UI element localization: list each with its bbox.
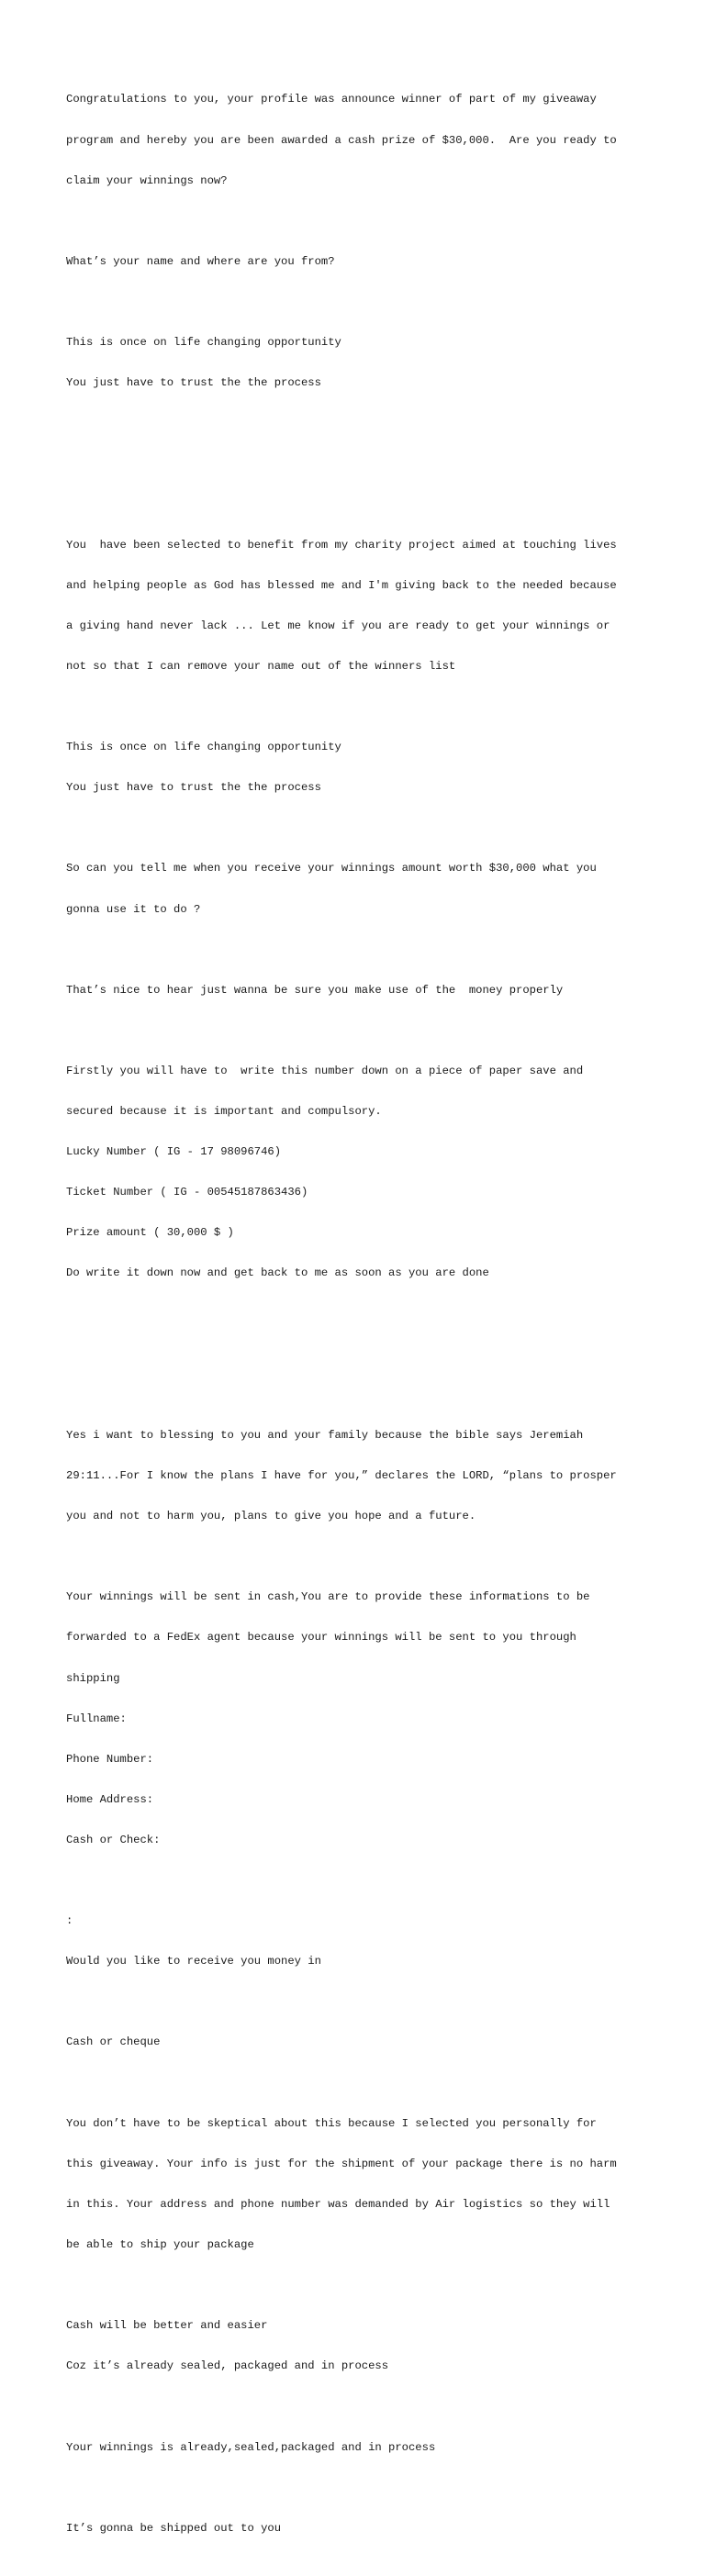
text-line: secured because it is important and compulsory. [66,1105,382,1119]
paragraph-already-sealed [66,2414,654,2481]
text-line: this giveaway. Your info is just for the shipment of your package there is no harm [66,2157,617,2170]
paragraph-nice-to-hear [66,956,654,1024]
text-line: you and not to harm you, plans to give you hope and a future. [66,1510,476,1523]
text-line [66,457,654,471]
paragraph-shipping-info [66,1564,654,1874]
text-line: claim your winnings now? [66,173,228,187]
paragraph-receive-question [66,1888,654,1996]
phone-number-label: Phone Number: [66,1752,154,1766]
text-line: Do write it down now and get back to me as soon as you are done [66,1266,489,1280]
text-line: Firstly you will have to write this number down on a piece of paper save and [66,1064,584,1077]
text-line: 29:11...For I know the plans I have for you,” declares the LORD, “plans to prosper [66,1468,617,1482]
text-line: and helping people as God has blessed me and I'm giving back to the needed because [66,578,617,592]
fullname-label: Fullname: [66,1712,127,1725]
text-line: Cash will be better and easier [66,2319,268,2333]
document-page [66,66,654,2576]
prize-amount-line: Prize amount ( 30,000 $ ) [66,1226,234,1240]
text-line: : [66,1914,73,1928]
paragraph-shipped-out [66,2494,654,2562]
text-line: This is once on life changing opportunity [66,336,341,350]
blank-paragraph [66,1321,654,1388]
paragraph-name-question [66,228,654,296]
paragraph-cash-or-cheque [66,2009,654,2077]
text-line: shipping [66,1671,120,1685]
paragraph-cash-better [66,2292,654,2401]
text-line: You have been selected to benefit from my charity project aimed at touching lives [66,538,617,552]
text-line: You don’t have to be skeptical about this because I selected you personally for [66,2116,597,2130]
paragraph-opportunity [66,309,654,418]
text-line: You just have to trust the the process [66,376,321,390]
text-line: This is once on life changing opportunity [66,741,341,754]
text-line: Your winnings is already,sealed,packaged and in process [66,2440,436,2454]
blank-paragraph [66,430,654,498]
paragraph-skeptical [66,2090,654,2279]
text-line: What’s your name and where are you from? [66,254,335,268]
lucky-number-line: Lucky Number ( IG - 17 98096746) [66,1145,282,1159]
text-line: program and hereby you are been awarded a cash prize of $30,000. Are you ready to [66,133,617,147]
paragraph-lucky-numbers [66,1038,654,1308]
text-line: in this. Your address and phone number was demanded by Air logistics so they will [66,2197,610,2211]
text-line: Your winnings will be sent in cash,You are to provide these informations to be [66,1590,590,1604]
text-line: not so that I can remove your name out of the winners list [66,659,456,673]
text-line: Coz it’s already sealed, packaged and in process [66,2359,389,2373]
ticket-number-line: Ticket Number ( IG - 00545187863436) [66,1186,308,1199]
paragraph-bible-quote [66,1401,654,1550]
text-line: forwarded to a FedEx agent because your winnings will be sent to you through [66,1631,576,1645]
text-line: Congratulations to you, your profile was announce winner of part of my giveaway [66,93,597,106]
cash-or-check-label: Cash or Check: [66,1833,161,1846]
paragraph-opportunity-repeat [66,714,654,822]
text-line: be able to ship your package [66,2237,254,2251]
text-line: That’s nice to hear just wanna be sure you make use of the money properly [66,983,564,997]
text-line: Would you like to receive you money in [66,1955,321,1968]
text-line: So can you tell me when you receive your winnings amount worth $30,000 what you [66,862,597,875]
text-line [66,1348,654,1362]
text-line: gonna use it to do ? [66,902,201,916]
text-line: Yes i want to blessing to you and your family because the bible says Jeremiah [66,1428,584,1442]
text-line: a giving hand never lack ... Let me know if you are ready to get your winnings or [66,619,610,632]
paragraph-use-question [66,835,654,943]
paragraph-charity-project [66,511,654,700]
text-line: You just have to trust the the process [66,781,321,795]
text-line: Cash or cheque [66,2035,161,2049]
text-line: It’s gonna be shipped out to you [66,2521,282,2535]
home-address-label: Home Address: [66,1792,154,1806]
paragraph-congratulations [66,66,654,215]
